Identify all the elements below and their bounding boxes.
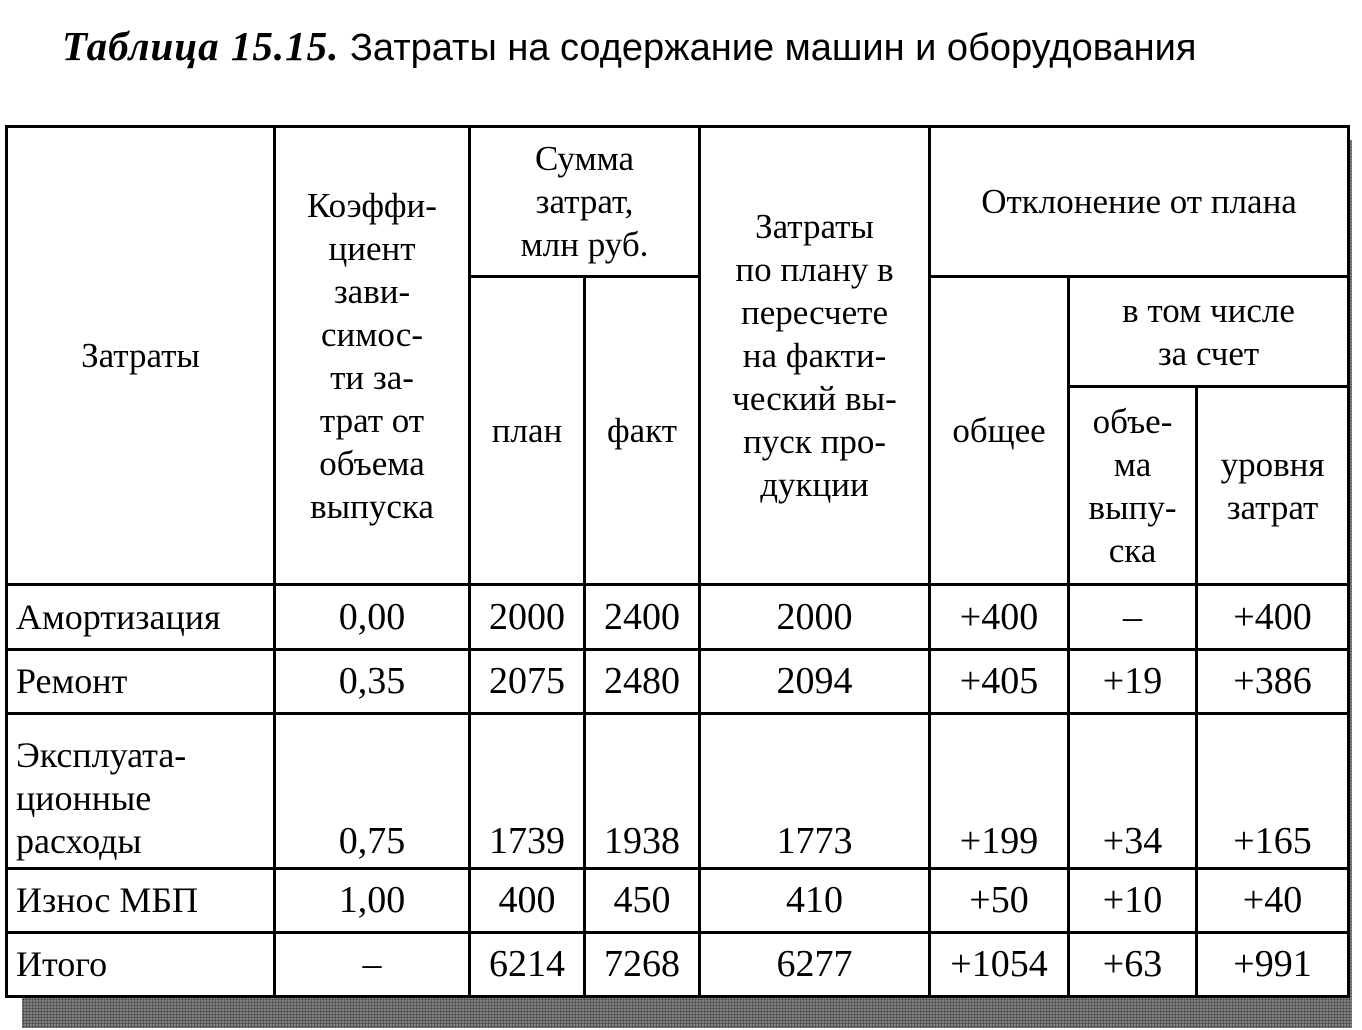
cell-total: +50 xyxy=(930,869,1069,933)
cell-level: +386 xyxy=(1197,650,1349,714)
table-row xyxy=(7,869,1349,933)
cell-volume: +63 xyxy=(1069,933,1197,997)
table-row xyxy=(7,585,1349,650)
header-volume: объе- ма выпу- ска xyxy=(1069,387,1197,585)
header-including: в том числе за счет xyxy=(1069,277,1349,387)
cell-recalc: 410 xyxy=(700,869,930,933)
cell-fact: 2400 xyxy=(585,585,700,650)
cost-table xyxy=(5,125,1350,998)
table-caption xyxy=(62,18,1352,74)
table-container xyxy=(5,125,1347,995)
header-costs: Затраты xyxy=(7,127,275,585)
cell-plan: 6214 xyxy=(470,933,585,997)
cell-coef: 1,00 xyxy=(275,869,470,933)
cell-volume: – xyxy=(1069,585,1197,650)
header-deviation: Отклонение от плана xyxy=(930,127,1349,277)
header-coefficient: Коэффи- циент зави- симос- ти за- трат от объема выпуска xyxy=(275,127,470,585)
cell-recalc: 2000 xyxy=(700,585,930,650)
cell-fact: 450 xyxy=(585,869,700,933)
cell-coef: 0,00 xyxy=(275,585,470,650)
cell-total: +400 xyxy=(930,585,1069,650)
cell-plan: 1739 xyxy=(470,714,585,869)
cell-fact: 2480 xyxy=(585,650,700,714)
row-name: Амортизация xyxy=(7,585,275,650)
cell-volume: +10 xyxy=(1069,869,1197,933)
cell-recalc: 2094 xyxy=(700,650,930,714)
cell-plan: 2075 xyxy=(470,650,585,714)
cell-recalc: 6277 xyxy=(700,933,930,997)
header-plan: план xyxy=(470,277,585,585)
table-row xyxy=(7,933,1349,997)
header-level: уровня затрат xyxy=(1197,387,1349,585)
cell-volume: +34 xyxy=(1069,714,1197,869)
header-total-deviation: общее xyxy=(930,277,1069,585)
cell-plan: 400 xyxy=(470,869,585,933)
cell-fact: 1938 xyxy=(585,714,700,869)
cell-coef: 0,75 xyxy=(275,714,470,869)
cell-recalc: 1773 xyxy=(700,714,930,869)
cell-total: +1054 xyxy=(930,933,1069,997)
header-recalc: Затраты по плану в пересчете на факти- ческий вы- пуск про- дукции xyxy=(700,127,930,585)
cell-total: +199 xyxy=(930,714,1069,869)
row-name: Ремонт xyxy=(7,650,275,714)
caption-label: Таблица 15.15. xyxy=(62,23,340,69)
row-name: Итого xyxy=(7,933,275,997)
header-fact: факт xyxy=(585,277,700,585)
cell-plan: 2000 xyxy=(470,585,585,650)
cell-volume: +19 xyxy=(1069,650,1197,714)
row-name: Износ МБП xyxy=(7,869,275,933)
cell-level: +40 xyxy=(1197,869,1349,933)
cell-level: +165 xyxy=(1197,714,1349,869)
cell-level: +400 xyxy=(1197,585,1349,650)
cell-fact: 7268 xyxy=(585,933,700,997)
header-sum: Сумма затрат, млн руб. xyxy=(470,127,700,277)
caption-text: Затраты на содержание машин и оборудования xyxy=(349,27,1197,69)
table-row xyxy=(7,714,1349,869)
row-name: Эксплуата- ционные расходы xyxy=(7,714,275,869)
cell-coef: – xyxy=(275,933,470,997)
cell-level: +991 xyxy=(1197,933,1349,997)
cell-total: +405 xyxy=(930,650,1069,714)
cell-coef: 0,35 xyxy=(275,650,470,714)
table-row xyxy=(7,650,1349,714)
